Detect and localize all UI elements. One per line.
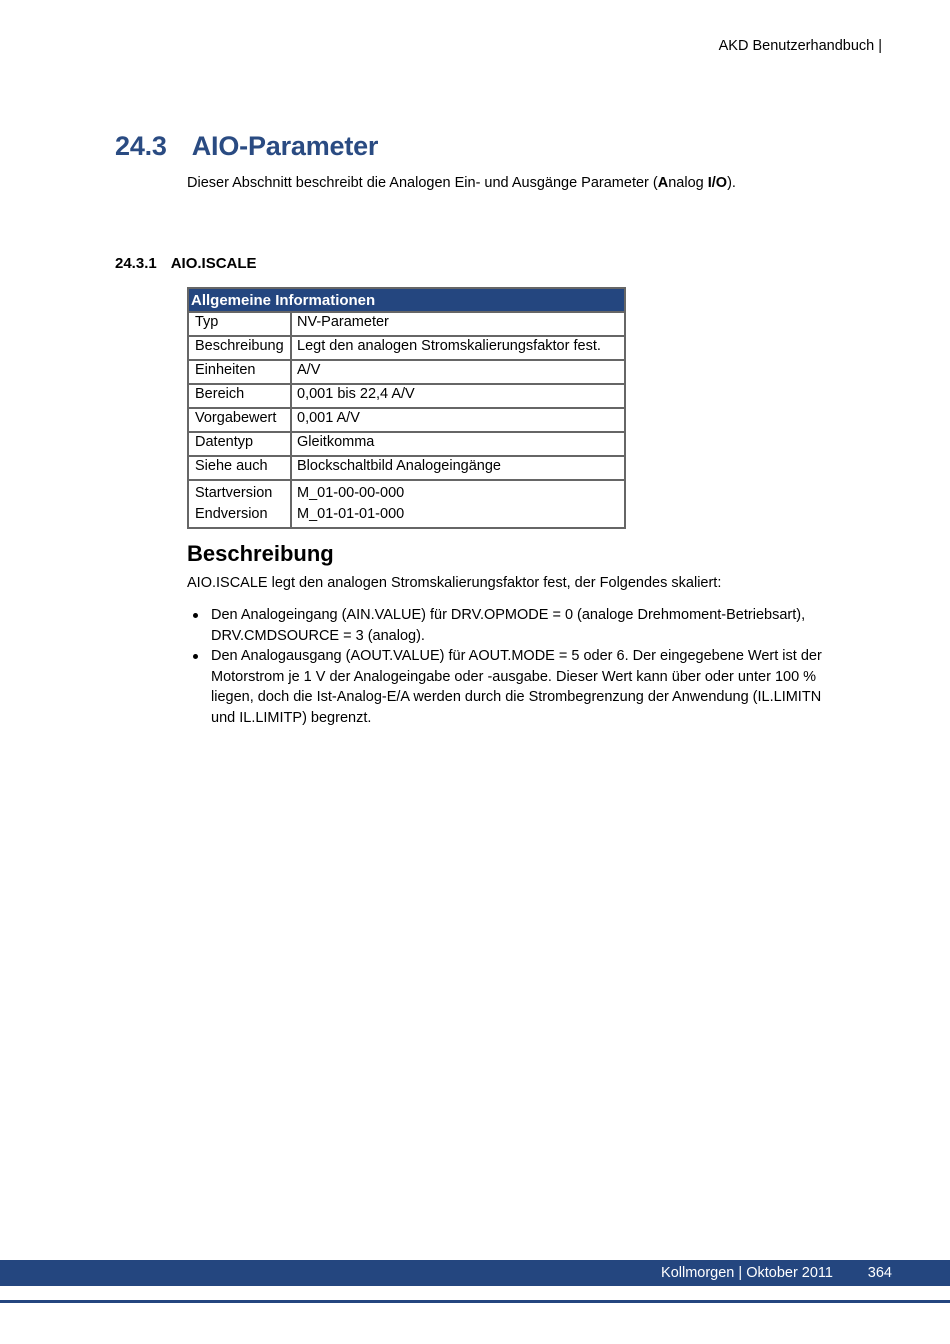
row-label-see-also: Siehe auch	[188, 456, 291, 480]
intro-prefix: Dieser Abschnitt beschreibt die Analogen Ein- und Ausgänge Parameter (	[187, 175, 658, 191]
row-label-default: Vorgabewert	[188, 408, 291, 432]
table-row	[188, 480, 625, 528]
section-number: 24.3	[115, 131, 167, 161]
section-heading	[115, 131, 378, 162]
description-text: AIO.ISCALE legt den analogen Stromskalierungsfaktor fest, der Folgendes skaliert:	[187, 575, 722, 591]
subsection-number: 24.3.1	[115, 255, 157, 272]
table-row	[188, 384, 625, 408]
row-label-units: Einheiten	[188, 360, 291, 384]
section-title: AIO-Parameter	[191, 131, 379, 161]
table-row	[188, 456, 625, 480]
table-row	[188, 336, 625, 360]
intro-suffix: ).	[727, 175, 736, 191]
list-item	[187, 605, 837, 646]
page-number: 364	[867, 1265, 892, 1281]
row-value-see-also[interactable]: Blockschaltbild Analogeingänge	[291, 456, 625, 480]
running-header: AKD Benutzerhandbuch |	[718, 38, 882, 54]
row-value-version	[291, 480, 625, 528]
row-value-range: 0,001 bis 22,4 A/V	[291, 384, 625, 408]
row-label-range: Bereich	[188, 384, 291, 408]
row-value-datatype: Gleitkomma	[291, 432, 625, 456]
row-value-units: A/V	[291, 360, 625, 384]
list-item-text: Den Analogausgang (AOUT.VALUE) für AOUT.MODE = 5 oder 6. Der eingegebene Wert ist der Motorstrom je 1 V der Analogeingabe oder -ausgabe. Dieser Wert kann über oder unter 100 % liegen, doch die Ist-Analog-E/A werden durch die Strombegrenzung der Anwendung (IL.LIMITN und IL.LIMITP) begrenzt.	[211, 648, 822, 726]
end-version-label: Endversion	[195, 506, 268, 522]
intro-mid: nalog	[668, 175, 708, 191]
table-header-row	[188, 288, 625, 312]
start-version-value: M_01-00-00-000	[297, 485, 405, 501]
footer-bar	[0, 1260, 950, 1286]
intro-paragraph	[187, 175, 736, 191]
row-value-description: Legt den analogen Stromskalierungsfaktor fest.	[291, 336, 625, 360]
row-label-description: Beschreibung	[188, 336, 291, 360]
row-value-type: NV-Parameter	[291, 312, 625, 336]
bullet-icon	[193, 654, 198, 659]
bullet-icon	[193, 613, 198, 618]
table-row	[188, 312, 625, 336]
table-row	[188, 408, 625, 432]
description-heading: Beschreibung	[187, 541, 334, 566]
row-label-type: Typ	[188, 312, 291, 336]
intro-bold-a: A	[657, 175, 669, 191]
end-version-value: M_01-01-01-000	[297, 506, 405, 522]
list-item-text: Den Analogeingang (AIN.VALUE) für DRV.OPMODE = 0 (analoge Drehmoment-Betriebsart), DRV.CMDSOURCE = 3 (analog).	[211, 607, 806, 644]
table-row	[188, 432, 625, 456]
description-bullet-list	[187, 605, 837, 728]
subsection-heading	[115, 255, 257, 272]
general-info-table	[187, 287, 626, 529]
row-value-default: 0,001 A/V	[291, 408, 625, 432]
intro-bold-io: I/O	[707, 175, 728, 191]
subsection-title: AIO.ISCALE	[170, 255, 257, 272]
footer-text: Kollmorgen | Oktober 2011	[661, 1265, 833, 1281]
row-label-datatype: Datentyp	[188, 432, 291, 456]
row-label-version	[188, 480, 291, 528]
footer-divider	[0, 1300, 950, 1303]
table-header: Allgemeine Informationen	[188, 288, 625, 312]
start-version-label: Startversion	[195, 485, 273, 501]
list-item	[187, 646, 837, 728]
table-row	[188, 360, 625, 384]
